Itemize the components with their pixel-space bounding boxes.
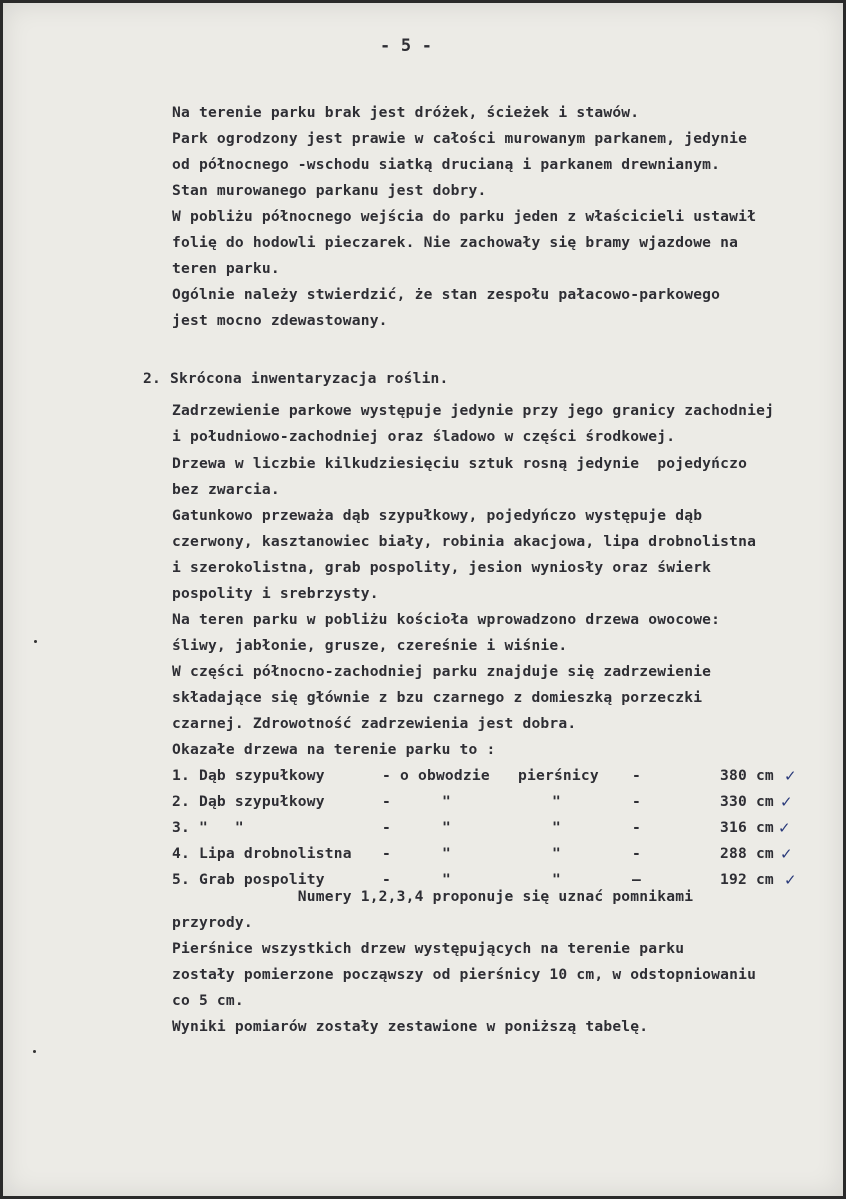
tree-dash: - <box>632 793 641 810</box>
tree-measure-unit: " <box>552 845 561 862</box>
text-line: teren parku. <box>172 260 280 277</box>
text-line: Park ogrodzony jest prawie w całości murowanym parkanem, jedynie <box>172 130 748 147</box>
tree-name: 5. Grab pospolity <box>172 871 325 888</box>
text-line: czarnej. Zdrowotność zadrzewienia jest dobra. <box>172 715 577 732</box>
tree-dash: - <box>382 819 391 836</box>
margin-speck <box>33 1050 36 1053</box>
page-number: - 5 - <box>380 36 433 56</box>
check-mark-icon: ✓ <box>784 767 797 785</box>
text-line: Na teren parku w pobliżu kościoła wprowadzono drzewa owocowe: <box>172 611 721 628</box>
tree-circumference: 288 cm <box>720 845 774 862</box>
text-line: zostały pomierzone począwszy od pierśnicy 10 cm, w odstopniowaniu <box>172 966 757 983</box>
text-line: Numery 1,2,3,4 proponuje się uznać pomnikami <box>172 888 694 905</box>
text-line: Ogólnie należy stwierdzić, że stan zespołu pałacowo-parkowego <box>172 286 721 303</box>
text-line: folię do hodowli pieczarek. Nie zachowały się bramy wjazdowe na <box>172 234 739 251</box>
tree-dash: - <box>382 767 391 784</box>
tree-measure-unit: pierśnicy <box>518 767 599 784</box>
check-mark-icon: ✓ <box>778 819 791 837</box>
tree-measure-label: " <box>442 845 451 862</box>
text-line: Na terenie parku brak jest dróżek, ścieżek i stawów. <box>172 104 640 121</box>
tree-measure-label: " <box>442 819 451 836</box>
text-line: Stan murowanego parkanu jest dobry. <box>172 182 487 199</box>
tree-circumference: 330 cm <box>720 793 774 810</box>
tree-dash: - <box>632 819 641 836</box>
tree-dash: - <box>632 767 641 784</box>
margin-speck <box>34 640 37 643</box>
tree-dash: — <box>632 871 641 888</box>
tree-measure-label: " <box>442 793 451 810</box>
text-line: i szerokolistna, grab pospolity, jesion wyniosły oraz świerk <box>172 559 712 576</box>
text-line: co 5 cm. <box>172 992 244 1009</box>
check-mark-icon: ✓ <box>780 845 793 863</box>
tree-circumference: 316 cm <box>720 819 774 836</box>
text-line: Pierśnice wszystkich drzew występujących na terenie parku <box>172 940 685 957</box>
tree-measure-unit: " <box>552 793 561 810</box>
text-line: od północnego -wschodu siatką drucianą i parkanem drewnianym. <box>172 156 721 173</box>
tree-name: 3. " " <box>172 819 244 836</box>
tree-measure-label: " <box>442 871 451 888</box>
text-line: przyrody. <box>172 914 253 931</box>
text-line: W części północno-zachodniej parku znajduje się zadrzewienie <box>172 663 712 680</box>
tree-dash: - <box>382 845 391 862</box>
text-line: bez zwarcia. <box>172 481 280 498</box>
text-line: i południowo-zachodniej oraz śladowo w części środkowej. <box>172 428 676 445</box>
check-mark-icon: ✓ <box>784 871 797 889</box>
text-line: Drzewa w liczbie kilkudziesięciu sztuk rosną jedynie pojedyńczo <box>172 455 748 472</box>
text-line: czerwony, kasztanowiec biały, robinia akacjowa, lipa drobnolistna <box>172 533 757 550</box>
check-mark-icon: ✓ <box>780 793 793 811</box>
text-line: pospolity i srebrzysty. <box>172 585 379 602</box>
tree-measure-unit: " <box>552 819 561 836</box>
tree-name: 1. Dąb szypułkowy <box>172 767 325 784</box>
tree-dash: - <box>382 793 391 810</box>
text-line: Gatunkowo przeważa dąb szypułkowy, pojedyńczo występuje dąb <box>172 507 703 524</box>
tree-name: 2. Dąb szypułkowy <box>172 793 325 810</box>
section-heading: 2. Skrócona inwentaryzacja roślin. <box>143 370 449 387</box>
text-line: śliwy, jabłonie, grusze, czereśnie i wiśnie. <box>172 637 568 654</box>
text-line: Zadrzewienie parkowe występuje jedynie przy jego granicy zachodniej <box>172 402 775 419</box>
text-line: jest mocno zdewastowany. <box>172 312 388 329</box>
text-line: Okazałe drzewa na terenie parku to : <box>172 741 496 758</box>
tree-circumference: 380 cm <box>720 767 774 784</box>
text-line: Wyniki pomiarów zostały zestawione w poniższą tabelę. <box>172 1018 649 1035</box>
text-line: W pobliżu północnego wejścia do parku jeden z właścicieli ustawił <box>172 208 757 225</box>
text-line: składające się głównie z bzu czarnego z domieszką porzeczki <box>172 689 703 706</box>
tree-measure-unit: " <box>552 871 561 888</box>
tree-dash: - <box>632 845 641 862</box>
tree-dash: - <box>382 871 391 888</box>
tree-measure-label: o obwodzie <box>400 767 490 784</box>
tree-name: 4. Lipa drobnolistna <box>172 845 352 862</box>
tree-circumference: 192 cm <box>720 871 774 888</box>
